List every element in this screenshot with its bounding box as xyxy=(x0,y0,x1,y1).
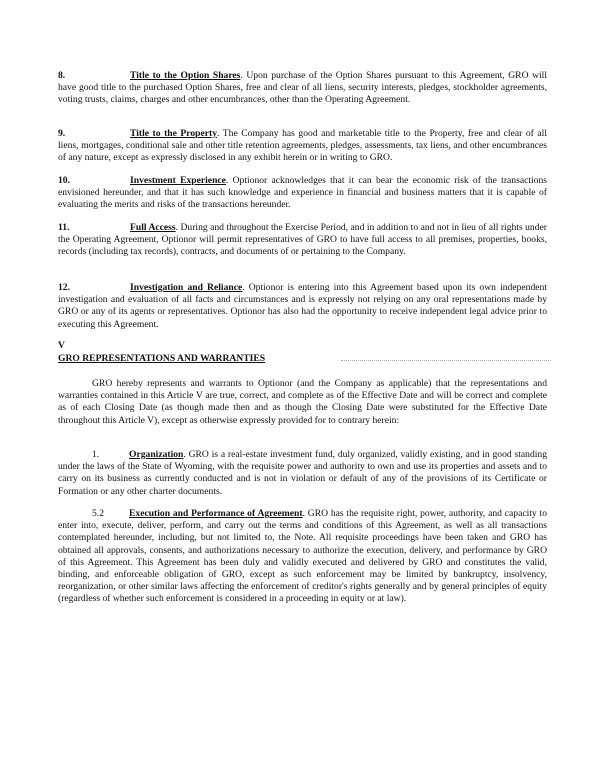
subsection-execution xyxy=(58,508,547,606)
article-number: V xyxy=(58,340,65,351)
article-intro-text: GRO hereby represents and warrants to Optionor (and the Company as applicable) that the representations and warranties contained in this Article V are true, correct, and complete as of the Effective Date and will be correct and complete as of each Closing Date (as though made then and as though the Closing Date were substituted for the Effective Date throughout this Article V), except as otherwise expressly provided for to contrary herein: xyxy=(58,378,547,426)
section-body: . Optionor acknowledges that it can bear the economic risk of the transactions envisioned hereunder, and that it has such knowledge and experience in financial and business matters that it is capable of evaluating the merits and risks of the transactions hereunder. xyxy=(58,175,547,211)
scan-artifact xyxy=(341,360,551,367)
section-number: 12. xyxy=(58,282,70,293)
subsection-body: . GRO has the requisite right, power, authority, and capacity to enter into, execute, deliver, perform, and carry out the terms and conditions of this Agreement, as well as all transactions contemplated hereunder, including, but not limited to, the Note. All requisite proceedings have been taken and GRO has obtained all approvals, consents, and authorizations necessary to authorize the execution, delivery, and performance by GRO of this Agreement. This Agreement has been duly and validly executed and delivered by GRO and constitutes the valid, binding, and enforceable obligation of GRO, except as such enforcement may be limited by bankruptcy, insolvency, reorganization, or other similar laws affecting the enforcement of creditor's rights generally and by general principles of equity (regardless of whether such enforcement is considered in a proceeding in equity or at law). xyxy=(58,508,547,605)
section-body: . Upon purchase of the Option Shares pursuant to this Agreement, GRO will have good title to the purchased Option Shares, free and clear of all liens, security interests, pledges, stockholder agreements, voting trusts, claims, charges and other encumbrances, other than the Operating Agreement. xyxy=(58,70,548,106)
section-heading: Investment Experience xyxy=(130,175,226,186)
subsection-number: 5.2 xyxy=(92,508,104,519)
section-10 xyxy=(58,175,547,212)
section-number: 9. xyxy=(58,128,66,139)
section-body: . Optionor is entering into this Agreement based upon its own independent investigation and evaluation of all facts and circumstances and is expressly not relying on any oral representations made by GRO or any of its agents or representatives. Optionor has also had the opportunity to receive independent legal advice prior to executing this Agreement. xyxy=(58,282,547,330)
section-body: . The Company has good and marketable title to the Property, free and clear of all liens, mortgages, conditional sale and other title retention agreements, pledges, assessments, tax liens, and other encumbrances of any nature, except as expressly disclosed in any exhibit herein or in writing to GRO. xyxy=(58,128,547,164)
section-heading: Title to the Option Shares xyxy=(130,70,241,81)
section-heading: Investigation and Reliance xyxy=(130,282,243,293)
section-number: 11. xyxy=(58,222,70,233)
subsection-organization xyxy=(58,449,547,498)
section-11 xyxy=(58,222,547,259)
article-title: GRO REPRESENTATIONS AND WARRANTIES xyxy=(58,353,266,364)
subsection-number: 1. xyxy=(92,449,100,460)
article-intro xyxy=(58,378,547,427)
section-heading: Title to the Property xyxy=(130,128,218,139)
section-number: 8. xyxy=(58,70,66,81)
subsection-heading: Organization xyxy=(129,449,184,460)
section-number: 10. xyxy=(58,175,70,186)
section-9 xyxy=(58,128,547,165)
section-8 xyxy=(58,70,547,107)
subsection-heading: Execution and Performance of Agreement xyxy=(129,508,303,519)
section-12 xyxy=(58,282,547,331)
section-heading: Full Access xyxy=(130,222,176,233)
subsection-body: . GRO is a real-estate investment fund, duly organized, validly existing, and in good standing under the laws of the State of Wyoming, with the requisite power and authority to own and use its properties and assets and to carry on its business as currently conducted and is not in violation or default of any of the provisions of its Certificate or Formation or any other charter documents. xyxy=(58,449,547,497)
section-body: . During and throughout the Exercise Period, and in addition to and not in lieu of all rights under the Operating Agreement, Optionor will permit representatives of GRO to have full access to all premises, properties, books, records (including tax records), contracts, and documents of or pertaining to the Company. xyxy=(58,222,547,258)
